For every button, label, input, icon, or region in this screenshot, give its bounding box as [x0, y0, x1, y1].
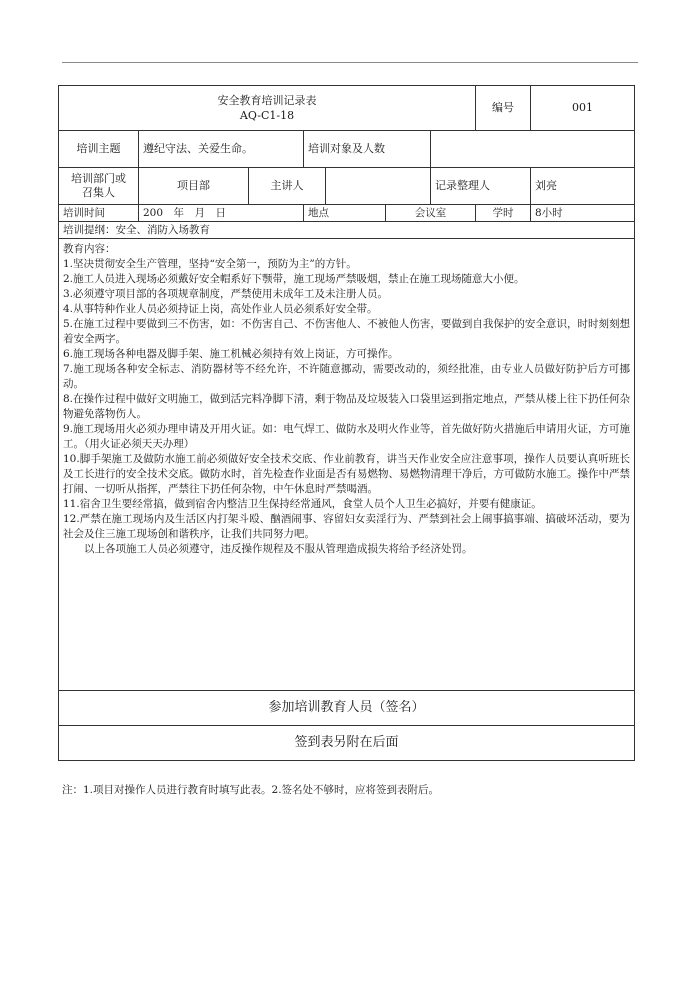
- form-code: AQ-C1-18: [239, 109, 295, 122]
- time-label: 培训时间: [59, 205, 139, 222]
- content-item: 7.施工现场各种安全标志、消防器材等不经允许，不许随意挪动，需要改动的，须经批准，由专业人员做好防护后方可挪动。: [63, 363, 630, 390]
- time-value: 200 年 月 日: [139, 205, 304, 222]
- content-item: 8.在操作过程中做好文明施工，做到活完料净脚下清，剩于物品及垃圾装入口袋里运到指定地点，严禁从楼上往下扔任何杂物避免落物伤人。: [63, 393, 630, 420]
- content-heading: 教育内容：: [63, 243, 116, 255]
- education-content: [59, 239, 635, 691]
- topic-value: 遵纪守法、关爱生命。: [139, 131, 304, 168]
- number-label: 编号: [476, 86, 531, 131]
- dept-label-line1: 培训部门或: [71, 172, 126, 185]
- content-item: 5.在施工过程中要做到三不伤害，如：不伤害自己、不伤害他人、不被他人伤害，要做到自我保护的安全意识，时时刻刻想着安全两字。: [63, 318, 630, 345]
- content-item: 4.从事特种作业人员必须持证上岗，高处作业人员必须系好安全带。: [63, 303, 378, 315]
- number-value: 001: [531, 86, 635, 131]
- content-closing: 以上各项施工人员必须遵守，违反操作规程及不服从管理造成损失将给予经济处罚。: [84, 543, 473, 555]
- outline: 培训提纲：安全、消防入场教育: [59, 222, 635, 239]
- content-item: 11.宿舍卫生要经常搞，做到宿舍内整洁卫生保持经常通风，食堂人员个人卫生必搞好，并要有健康证。: [63, 498, 542, 510]
- top-rule: [62, 62, 638, 63]
- audience-value: [431, 131, 635, 168]
- signature-note: 签到表另附在后面: [59, 726, 635, 761]
- recorder-value: 刘亮: [531, 168, 635, 205]
- signature-label: 参加培训教育人员（签名）: [59, 691, 635, 726]
- training-record-form: [58, 85, 634, 761]
- hours-label: 学时: [476, 205, 531, 222]
- content-item: 2.施工人员进入现场必须戴好安全帽系好下颚带，施工现场严禁吸烟，禁止在施工现场随意大小便。: [63, 273, 525, 285]
- content-item: 10.脚手架施工及做防水施工前必须做好安全技术交底、作业前教育，讲当天作业安全应注意事项，操作人员要认真听班长及工长进行的安全技术交底。做防水时，首先检查作业面是否有易燃物、易燃物清理干净后，方可做防水施工。操作中严禁打闹、一切听从指挥，严禁往下扔任何杂物，中午休息时严禁喝酒。: [63, 453, 630, 495]
- hours-value: 8小时: [531, 205, 635, 222]
- form-title: 安全教育培训记录表: [217, 94, 317, 107]
- record-table: [58, 85, 635, 761]
- footnote: 注：1.项目对操作人员进行教育时填写此表。2.签名处不够时，应将签到表附后。: [62, 784, 440, 796]
- content-item: 1.坚决贯彻安全生产管理，坚持“安全第一，预防为主”的方针。: [63, 258, 357, 270]
- dept-value: 项目部: [139, 168, 249, 205]
- speaker-label: 主讲人: [249, 168, 326, 205]
- content-item: 3.必须遵守项目部的各项规章制度，严禁使用未成年工及未注册人员。: [63, 288, 389, 300]
- dept-label-line2: 召集人: [82, 186, 115, 199]
- dept-label: [59, 168, 139, 205]
- title-cell: [59, 86, 476, 131]
- place-value: 会议室: [386, 205, 476, 222]
- content-item: 12.严禁在施工现场内及生活区内打架斗殴、酗酒闹事、容留妇女卖淫行为、严禁到社会上闹事搞事端、搞破坏活动，要为社会及住三施工现场创和谐秩序，让我们共同努力吧。: [63, 513, 630, 540]
- content-item: 6.施工现场各种电器及脚手架、施工机械必须持有效上岗证，方可操作。: [63, 348, 399, 360]
- recorder-label: 记录整理人: [431, 168, 531, 205]
- topic-label: 培训主题: [59, 131, 139, 168]
- audience-label: 培训对象及人数: [304, 131, 431, 168]
- place-label: 地点: [304, 205, 386, 222]
- speaker-value: [326, 168, 431, 205]
- content-item: 9.施工现场用火必须办理申请及开用火证。如：电气焊工、做防水及明火作业等，首先做好防火措施后申请用火证，方可施工。（用火证必须天天办理）: [63, 423, 630, 450]
